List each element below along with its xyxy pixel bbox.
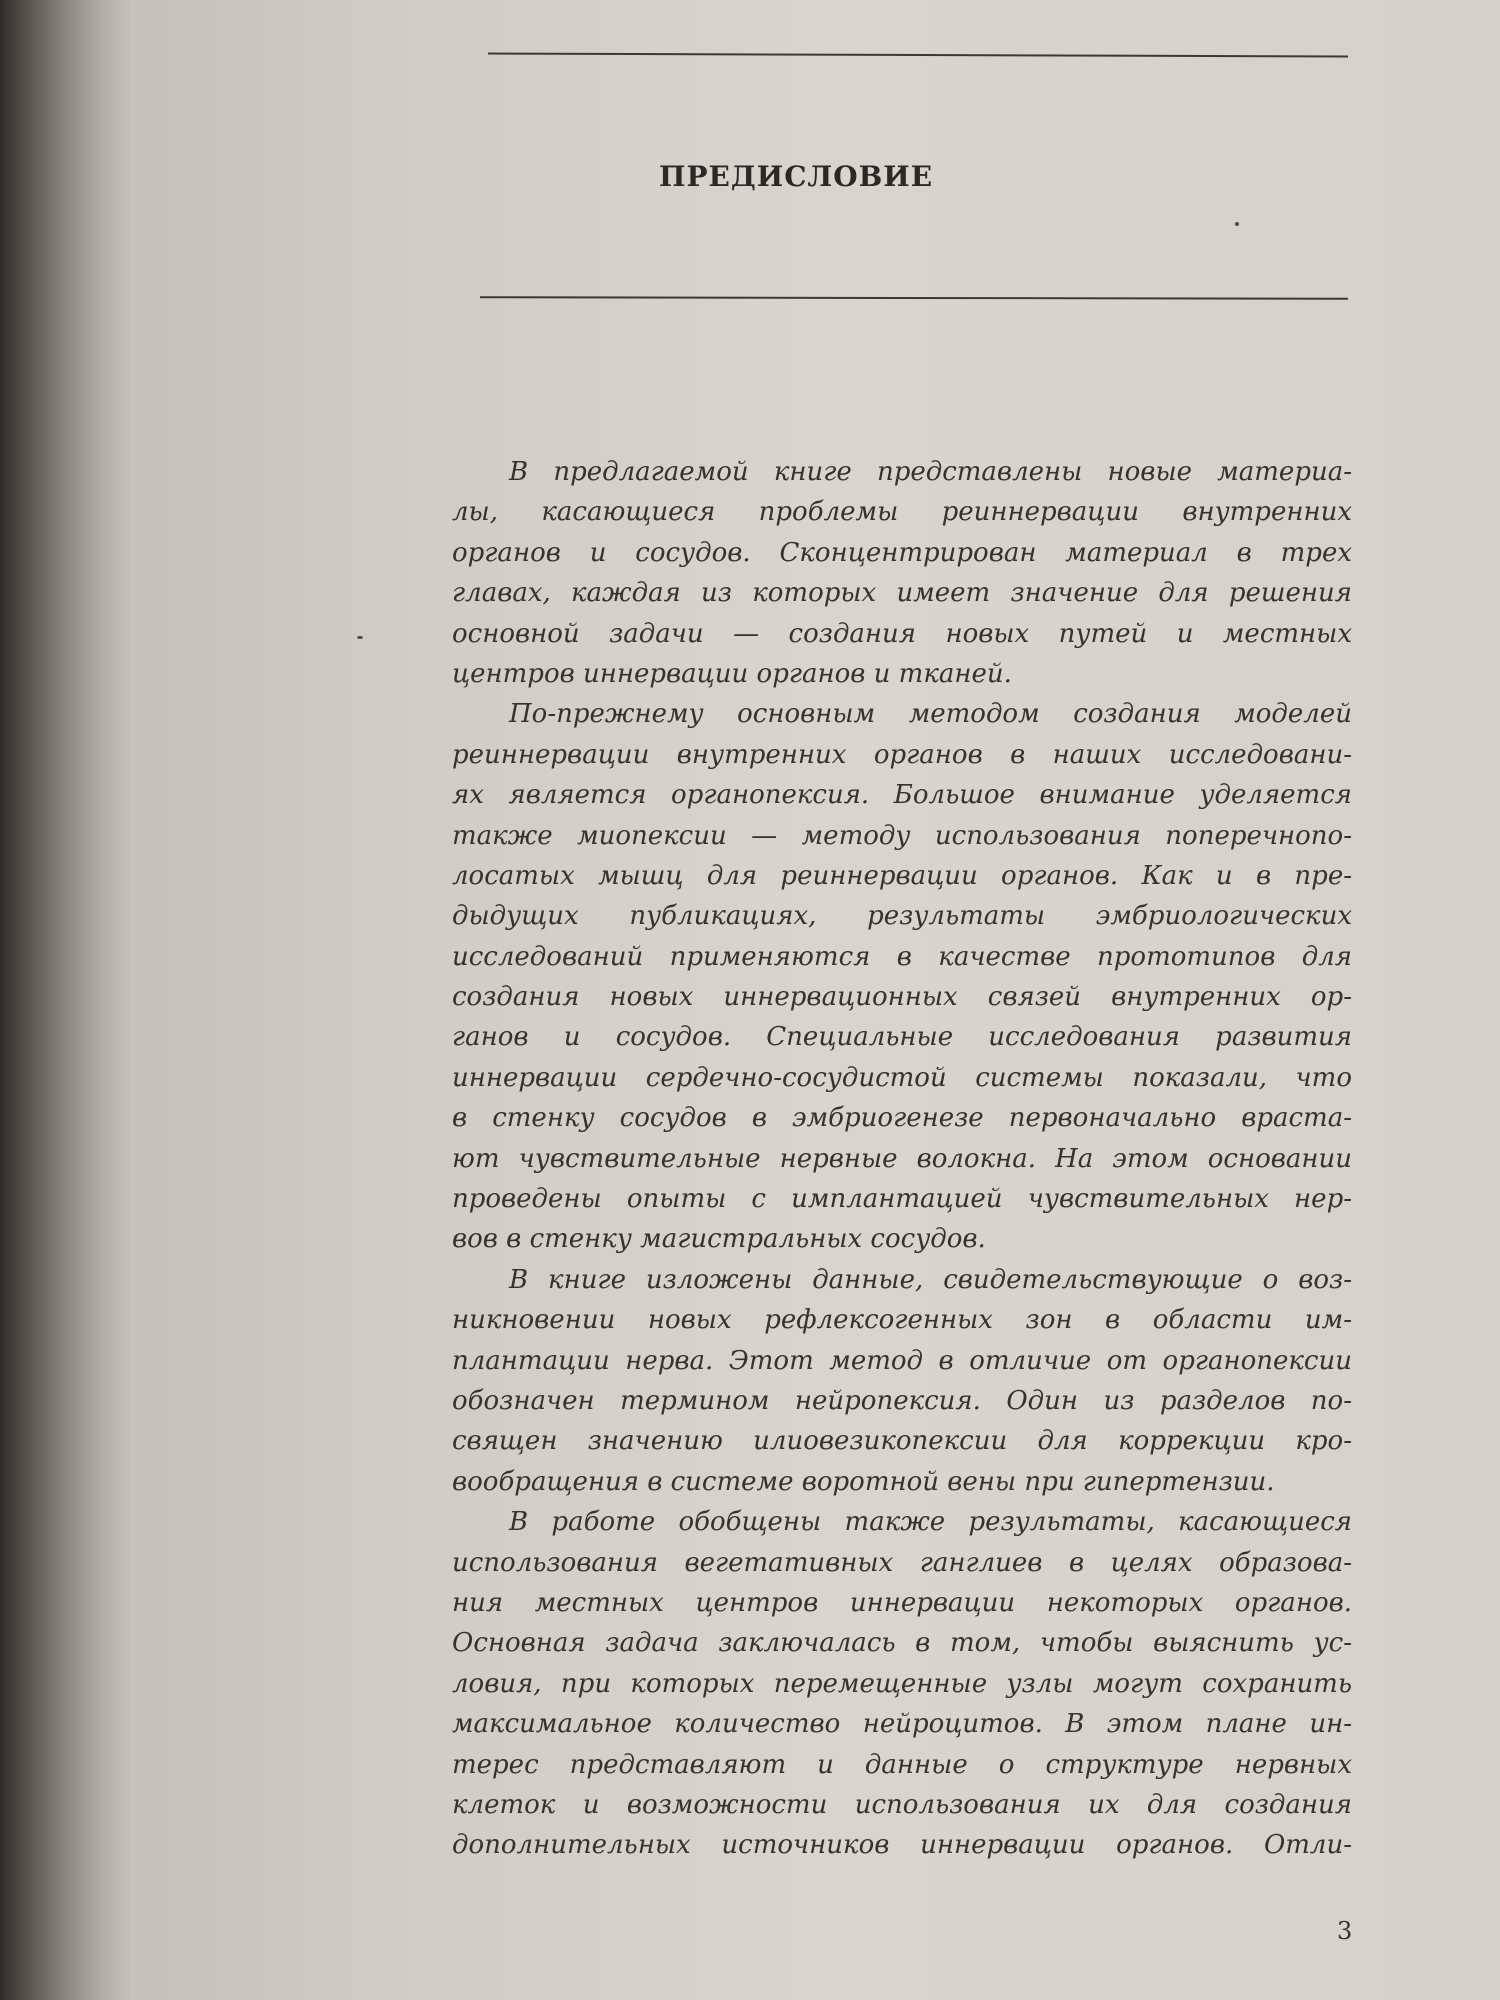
text-line: никновении новых рефлексогенных зон в области им- bbox=[452, 1305, 1352, 1336]
text-line: вов в стенку магистральных сосудов. bbox=[452, 1224, 986, 1255]
text-line: Основная задача заключалась в том, чтобы выяснить ус- bbox=[452, 1628, 1352, 1659]
text-line: использования вегетативных ганглиев в целях образова- bbox=[452, 1547, 1352, 1578]
text-line: главах, каждая из которых имеет значение для решения bbox=[452, 578, 1352, 609]
text-line: вообращения в системе воротной вены при гипертензии. bbox=[452, 1466, 1275, 1497]
text-line: центров иннервации органов и тканей. bbox=[452, 658, 1012, 689]
text-line: дополнительных источников иннервации органов. Отли- bbox=[452, 1830, 1352, 1861]
text-line: ния местных центров иннервации некоторых органов. bbox=[452, 1587, 1352, 1618]
text-line: клеток и возможности использования их для создания bbox=[452, 1789, 1352, 1820]
text-line: создания новых иннервационных связей внутренних ор- bbox=[452, 982, 1352, 1013]
ink-speck bbox=[357, 636, 363, 639]
book-binding-shadow bbox=[0, 0, 135, 2000]
text-line: плантации нерва. Этот метод в отличие от органопексии bbox=[452, 1345, 1352, 1376]
text-line: В книге изложены данные, свидетельствующие о воз- bbox=[509, 1264, 1352, 1295]
body-text bbox=[452, 452, 1352, 1866]
page-heading: ПРЕДИСЛОВИЕ bbox=[659, 160, 934, 193]
text-line: проведены опыты с имплантацией чувствительных нер- bbox=[452, 1184, 1352, 1215]
text-line: органов и сосудов. Сконцентрирован материал в трех bbox=[452, 537, 1352, 568]
text-line: лосатых мышц для реиннервации органов. Как и в пре- bbox=[452, 860, 1352, 891]
text-line: ловия, при которых перемещенные узлы могут сохранить bbox=[452, 1668, 1352, 1699]
text-line: лы, касающиеся проблемы реиннервации внутренних bbox=[452, 497, 1352, 528]
text-line: ют чувствительные нервные волокна. На этом основании bbox=[452, 1143, 1352, 1174]
text-line: максимальное количество нейроцитов. В этом плане ин- bbox=[452, 1709, 1352, 1740]
ink-speck bbox=[1235, 222, 1239, 226]
text-line: В предлагаемой книге представлены новые материа- bbox=[509, 457, 1352, 487]
text-line: реиннервации внутренних органов в наших исследовани- bbox=[452, 739, 1352, 770]
text-line: основной задачи — создания новых путей и местных bbox=[452, 618, 1352, 649]
text-line: дыдущих публикациях, результаты эмбриологических bbox=[452, 901, 1352, 932]
text-line: в стенку сосудов в эмбриогенезе первоначально враста- bbox=[452, 1103, 1352, 1134]
text-line: По-прежнему основным методом создания моделей bbox=[509, 699, 1352, 730]
text-line: священ значению илиовезикопексии для коррекции кро- bbox=[452, 1426, 1352, 1457]
text-line: исследований применяются в качестве прототипов для bbox=[452, 941, 1352, 972]
text-line: ганов и сосудов. Специальные исследования развития bbox=[452, 1022, 1352, 1053]
text-line: ях является органопексия. Большое внимание уделяется bbox=[452, 780, 1352, 811]
text-line: иннервации сердечно-сосудистой системы показали, что bbox=[452, 1062, 1352, 1093]
text-line: терес представляют и данные о структуре нервных bbox=[452, 1749, 1352, 1780]
page-number: 3 bbox=[1337, 1917, 1353, 1945]
text-line: В работе обобщены также результаты, касающиеся bbox=[509, 1507, 1352, 1538]
text-line: обозначен термином нейропексия. Один из разделов по- bbox=[452, 1385, 1352, 1416]
text-line: также миопексии — методу использования поперечнопо- bbox=[452, 820, 1352, 851]
